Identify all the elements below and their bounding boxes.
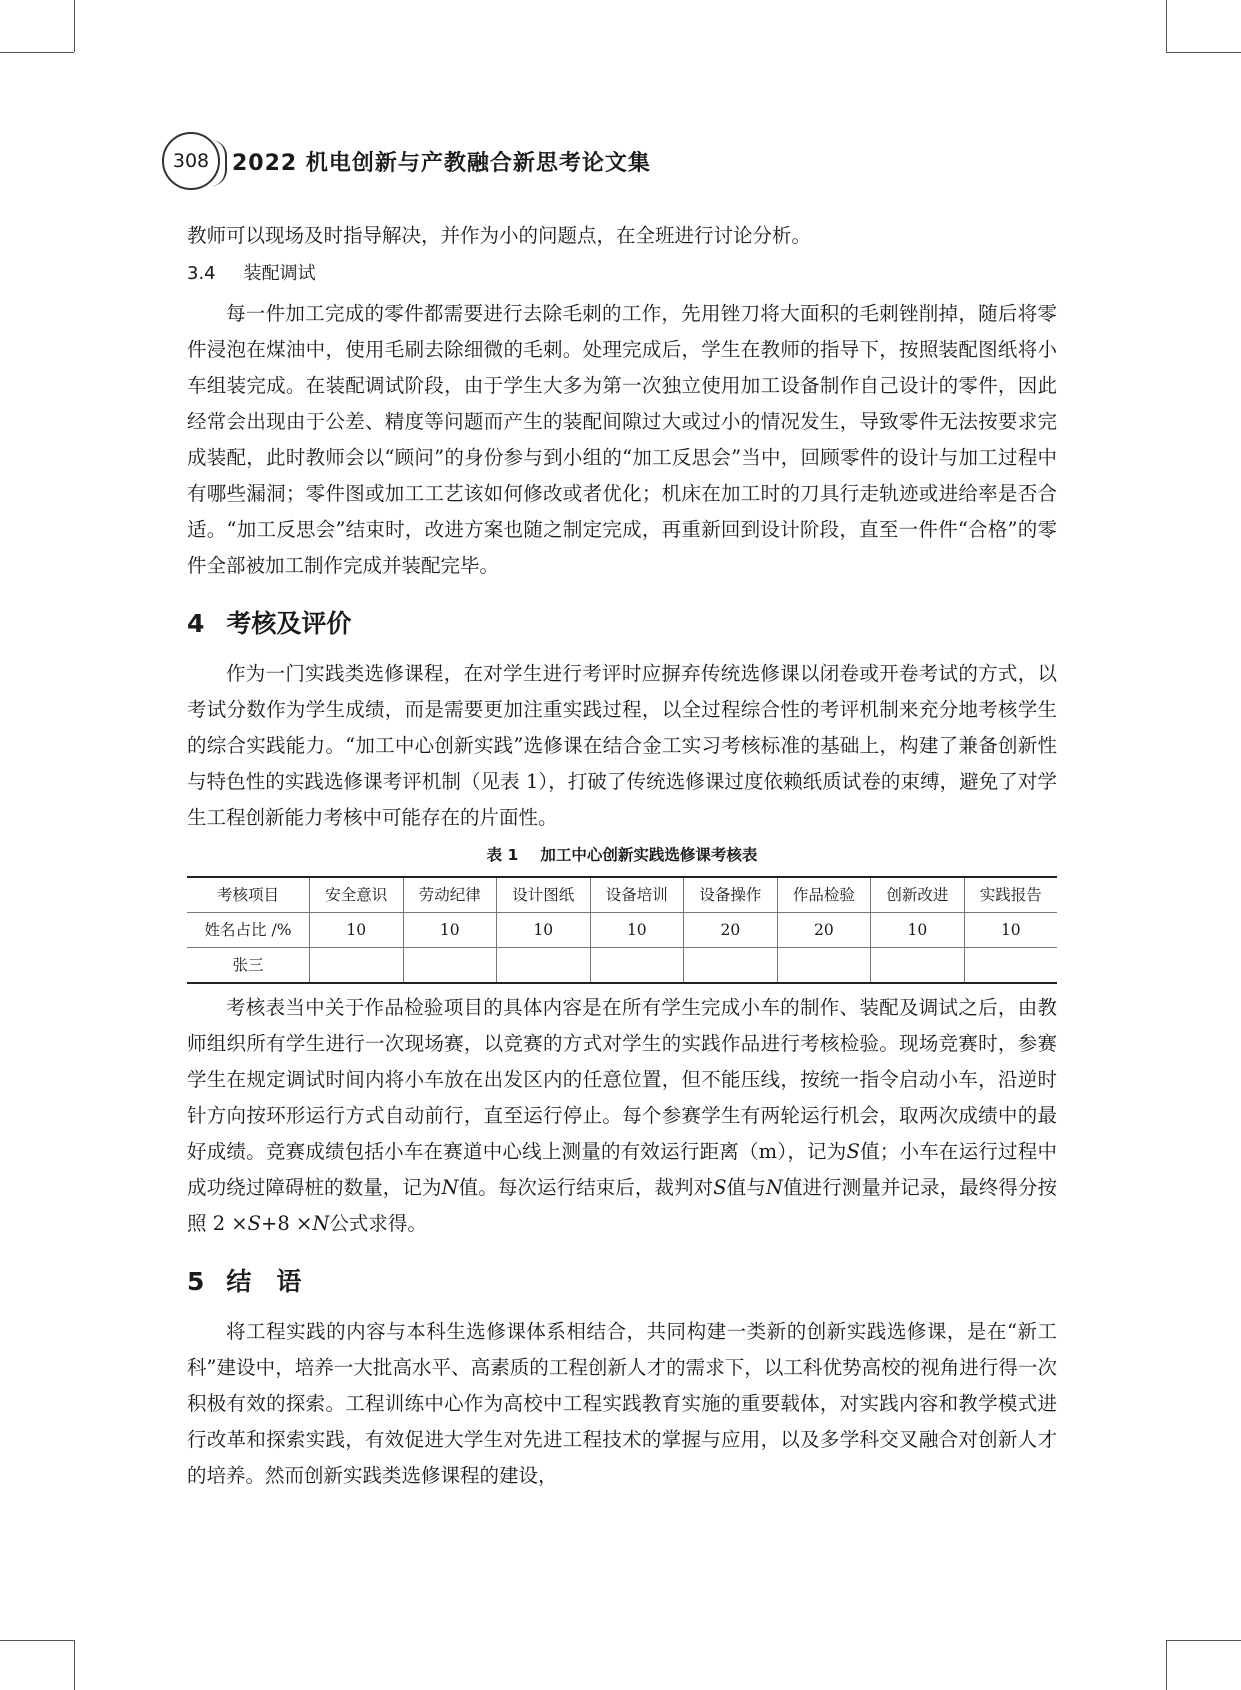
- subsection-heading: [187, 256, 1057, 292]
- table-row: [187, 913, 1057, 948]
- table-cell: 实践报告: [964, 877, 1057, 913]
- math-symbol-n: N: [441, 1176, 459, 1199]
- table-cell: [310, 948, 404, 984]
- table-cell: 20: [777, 913, 871, 948]
- table-cell: 设备培训: [590, 877, 684, 913]
- table-cell: 安全意识: [310, 877, 404, 913]
- text-run: 值与: [726, 1176, 766, 1199]
- section-heading: [187, 606, 1057, 642]
- table-cell: 张三: [187, 948, 310, 984]
- table-cell: [590, 948, 684, 984]
- paragraph: 教师可以现场及时指导解决，并作为小的问题点，在全班进行讨论分析。: [187, 224, 812, 247]
- subsection-title: 装配调试: [243, 263, 316, 284]
- text-run: 值进行测量并记录，最终得分按照 2 ×: [187, 1176, 1057, 1235]
- table-cell: 作品检验: [777, 877, 871, 913]
- table-cell: 创新改进: [871, 877, 965, 913]
- text-run: 考核表当中关于作品检验项目的具体内容是在所有学生完成小车的制作、装配及调试之后，由教师组织所有学生进行一次现场赛，以竞赛的方式对学生的实践作品进行考核检验。现场竞赛时，参赛学生在规定调试时间内将小车放在出发区内的任意位置，但不能压线，按统一指令启动小车，沿逆时针方向按环形运行方式自动前行，直至运行停止。每个参赛学生有两轮运行机会，取两次成绩中的最好成绩。竞赛成绩包括小车在赛道中心线上测量的有效运行距离（m），记为: [187, 996, 1057, 1163]
- paragraph: 作为一门实践类选修课程，在对学生进行考评时应摒弃传统选修课以闭卷或开卷考试的方式，以考试分数作为学生成绩，而是需要更加注重实践过程，以全过程综合性的考评机制来充分地考核学生的综合实践能力。“加工中心创新实践”选修课在结合金工实习考核标准的基础上，构建了兼备创新性与特色性的实践选修课考评机制（见表 1），打破了传统选修课过度依赖纸质试卷的束缚，避免了对学生工程创新能力考核中可能存在的片面性。: [187, 662, 1057, 829]
- crop-mark: [0, 52, 74, 53]
- crop-mark: [1166, 1640, 1241, 1641]
- table-number: 表 1: [486, 846, 519, 864]
- crop-mark: [1166, 52, 1241, 53]
- table-cell: [684, 948, 778, 984]
- table-cell: 姓名占比 /%: [187, 913, 310, 948]
- table-cell: [497, 948, 591, 984]
- table-cell: 10: [310, 913, 404, 948]
- section-number: 5: [187, 1267, 205, 1296]
- table-cell: 设计图纸: [497, 877, 591, 913]
- table-header-row: [187, 877, 1057, 913]
- table-cell: 10: [871, 913, 965, 948]
- math-symbol-n: N: [312, 1212, 330, 1235]
- text-run: 值；小车在运行过程中成功绕过障碍桩的数量，记为: [187, 1140, 1057, 1199]
- math-symbol-s: S: [846, 1140, 860, 1163]
- section-title: 结 语: [226, 1267, 302, 1296]
- table-cell: 10: [964, 913, 1057, 948]
- table-cell: 10: [497, 913, 591, 948]
- table-cell: 考核项目: [187, 877, 310, 913]
- table-cell: [871, 948, 965, 984]
- crop-mark: [74, 1640, 75, 1690]
- table-caption: [187, 842, 1057, 868]
- section-number: 4: [187, 609, 205, 638]
- text-run: 值。每次运行结束后，裁判对: [458, 1176, 714, 1199]
- table-cell: 20: [684, 913, 778, 948]
- paragraph: 将工程实践的内容与本科生选修课体系相结合，共同构建一类新的创新实践选修课，是在“新工科”建设中，培养一大批高水平、高素质的工程创新人才的需求下，以工科优势高校的视角进行得一次积极有效的探索。工程训练中心作为高校中工程实践教育实施的重要载体，对实践内容和教学模式进行改革和探索实践，有效促进大学生对先进工程技术的掌握与应用，以及多学科交叉融合对创新人才的培养。然而创新实践类选修课程的建设，: [187, 1320, 1057, 1487]
- paragraph: [187, 990, 1057, 1242]
- crop-mark: [1166, 0, 1167, 52]
- table-row: [187, 948, 1057, 984]
- assessment-table: [187, 876, 1057, 984]
- table-cell: [964, 948, 1057, 984]
- table-cell: 劳动纪律: [403, 877, 497, 913]
- table-cell: [777, 948, 871, 984]
- table-cell: 10: [590, 913, 684, 948]
- paragraph: 每一件加工完成的零件都需要进行去除毛刺的工作，先用锉刀将大面积的毛刺锉削掉，随后将零件浸泡在煤油中，使用毛刷去除细微的毛刺。处理完成后，学生在教师的指导下，按照装配图纸将小车组装完成。在装配调试阶段，由于学生大多为第一次独立使用加工设备制作自己设计的零件，因此经常会出现由于公差、精度等问题而产生的装配间隙过大或过小的情况发生，导致零件无法按要求完成装配，此时教师会以“顾问”的身份参与到小组的“加工反思会”当中，回顾零件的设计与加工过程中有哪些漏洞；零件图或加工工艺该如何修改或者优化；机床在加工时的刀具行走轨迹或进给率是否合适。“加工反思会”结束时，改进方案也随之制定完成，再重新回到设计阶段，直至一件件“合格”的零件全部被加工制作完成并装配完毕。: [187, 302, 1057, 577]
- crop-mark: [74, 0, 75, 52]
- document-body: [187, 218, 1057, 1494]
- math-symbol-n: N: [765, 1176, 783, 1199]
- math-symbol-s: S: [713, 1176, 727, 1199]
- math-symbol-s: S: [247, 1212, 262, 1235]
- crop-mark: [1166, 1640, 1167, 1690]
- section-title: 考核及评价: [226, 609, 352, 638]
- table-cell: [403, 948, 497, 984]
- table-title: 加工中心创新实践选修课考核表: [540, 846, 758, 864]
- text-run: 公式求得。: [329, 1212, 427, 1235]
- page-number: 308: [162, 132, 220, 190]
- table-cell: 设备操作: [684, 877, 778, 913]
- book-title: 2022 机电创新与产教融合新思考论文集: [232, 151, 651, 176]
- text-run: +8 ×: [261, 1212, 313, 1235]
- section-heading: [187, 1264, 1057, 1300]
- crop-mark: [0, 1640, 74, 1641]
- subsection-number: 3.4: [187, 263, 216, 284]
- table-cell: 10: [403, 913, 497, 948]
